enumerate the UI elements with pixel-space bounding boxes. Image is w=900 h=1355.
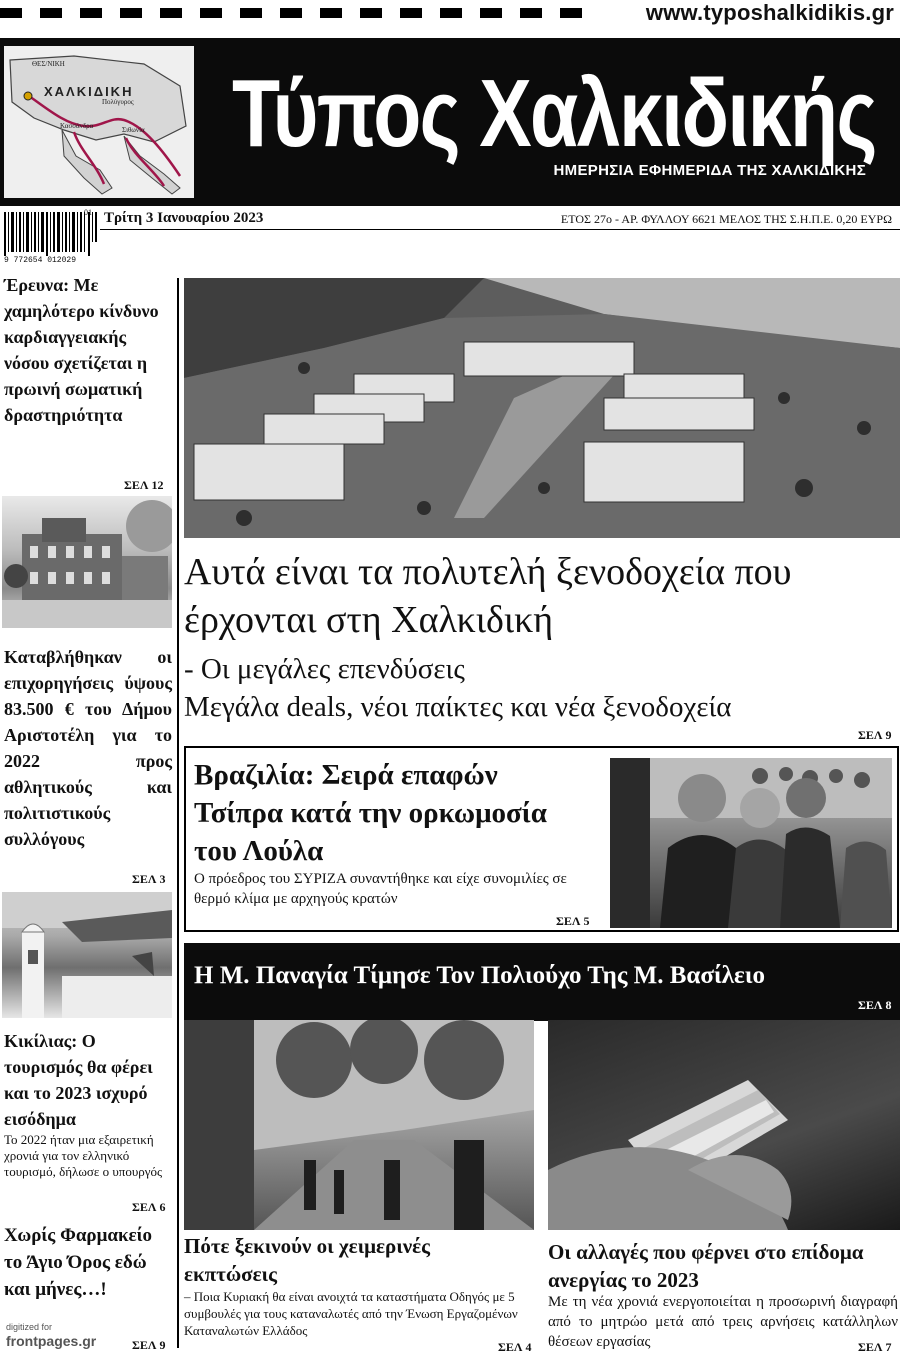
luxury-hotel-aerial-photo — [184, 278, 900, 538]
main-headline[interactable]: Αυτά είναι τα πολυτελή ξενοδοχεία που έρχονται στη Χαλκιδική — [184, 551, 792, 641]
unemployment-page: ΣΕΛ 7 — [858, 1340, 892, 1354]
story-pharmacy-headline[interactable]: Χωρίς Φαρμακείο το Άγιο Όρος εδώ και μήνες…! — [4, 1225, 153, 1300]
shopping-street-photo — [184, 1020, 534, 1230]
unemployment-headline[interactable]: Οι αλλαγές που φέρνει στο επίδομα ανεργίας το 2023 — [548, 1240, 864, 1292]
banner-headline[interactable]: Η Μ. Παναγία Τίμησε Τον Πολιούχο Της Μ. Βασίλειο — [194, 962, 765, 989]
story-grants-headline[interactable]: Καταβλήθηκαν οι επιχορηγήσεις ύψους 83.500 € του Δήμου Αριστοτέλη για το 2022 προς αθλητικούς και πολιτιστικούς συλλόγους — [4, 647, 172, 849]
sales-headline[interactable]: Πότε ξεκινούν οι χειμερινές εκπτώσεις — [184, 1234, 430, 1286]
map-town: Πολύγυρος — [102, 98, 134, 106]
brazil-page: ΣΕΛ 5 — [556, 914, 590, 928]
sales-page: ΣΕΛ 4 — [498, 1340, 532, 1354]
brazil-headline[interactable]: Βραζιλία: Σειρά επαφών Τσίπρα κατά την ορκωμοσία του Λούλα — [194, 759, 547, 867]
euro-banknotes-photo — [548, 1020, 900, 1230]
tsipras-inauguration-photo — [610, 758, 892, 928]
issue-date: Τρίτη 3 Ιανουαρίου 2023 — [104, 210, 264, 226]
newspaper-subtitle: ΗΜΕΡΗΣΙΑ ΕΦΗΜΕΡΙΔΑ ΤΗΣ ΧΑΛΚΙΔΙΚΗΣ — [553, 162, 866, 179]
map-label: ΧΑΛΚΙΔΙΚΗ — [44, 84, 134, 99]
historic-building-photo — [2, 496, 172, 628]
info-divider — [100, 229, 900, 230]
top-dash-rule — [0, 8, 590, 18]
map-town: Κασσάνδρα — [60, 122, 94, 130]
banner-page: ΣΕΛ 8 — [858, 998, 892, 1012]
map-town: Σιθωνία — [122, 126, 145, 134]
watermark-line2: frontpages.gr — [6, 1333, 97, 1349]
chalkidiki-map-image — [4, 46, 194, 198]
story-pharmacy-page: ΣΕΛ 9 — [132, 1338, 166, 1352]
story-research-page: ΣΕΛ 12 — [124, 478, 164, 492]
brazil-body: Ο πρόεδρος του ΣΥΡΙΖΑ συναντήθηκε και είχε συνομιλίες σε θερμό κλίμα με αρχηγούς κρατών — [194, 871, 567, 907]
masthead — [0, 38, 900, 206]
sales-body: – Ποια Κυριακή θα είναι ανοιχτά τα καταστήματα Οδηγός με 5 συμβουλές για τους καταναλωτές από την Ένωση Εργαζομένων Καταναλωτών Ελλάδος — [184, 1289, 518, 1338]
map-town: ΘΕΣ/ΝΙΚΗ — [32, 60, 65, 68]
issue-code: 01 — [84, 208, 92, 217]
main-subhead-1: - Οι μεγάλες επενδύσεις — [184, 653, 465, 685]
main-page: ΣΕΛ 9 — [858, 728, 892, 742]
column-divider — [177, 278, 179, 1348]
story-tourism-headline[interactable]: Κικίλιας: Ο τουρισμός θα φέρει και το 2023 ισχυρό εισόδημα — [4, 1031, 153, 1129]
barcode-number: 9 772654 012029 — [4, 256, 77, 265]
story-research-headline[interactable]: Έρευνα: Με χαμηλότερο κίνδυνο καρδιαγγειακής νόσου σχετίζεται η πρωινή σωματική δραστηριότητα — [4, 275, 159, 425]
main-subhead-2: Μεγάλα deals, νέοι παίκτες και νέα ξενοδοχεία — [184, 691, 732, 723]
barcode-icon — [4, 212, 98, 256]
story-tourism-body: Το 2022 ήταν μια εξαιρετική χρονιά για τον ελληνικό τουρισμό, δήλωσε ο υπουργός — [4, 1132, 163, 1179]
santorini-church-photo — [2, 892, 172, 1018]
newspaper-title: Τύπος Χαλκιδικής — [232, 60, 876, 167]
story-tourism-page: ΣΕΛ 6 — [132, 1200, 166, 1214]
site-url[interactable]: www.typoshalkidikis.gr — [645, 0, 894, 25]
edition-info: ΕΤΟΣ 27ο - ΑΡ. ΦΥΛΛΟΥ 6621 ΜΕΛΟΣ ΤΗΣ Σ.Η.Π.Ε. 0,20 ΕΥΡΩ — [560, 212, 892, 226]
story-grants-page: ΣΕΛ 3 — [132, 872, 166, 886]
watermark-line1: digitized for — [6, 1322, 53, 1332]
unemployment-body: Με τη νέα χρονιά ενεργοποιείται η προσωρινή διαγραφή από το μητρώο μετά από τρεις αρνήσεις κατάλληλων θέσεων εργασίας — [548, 1294, 898, 1350]
